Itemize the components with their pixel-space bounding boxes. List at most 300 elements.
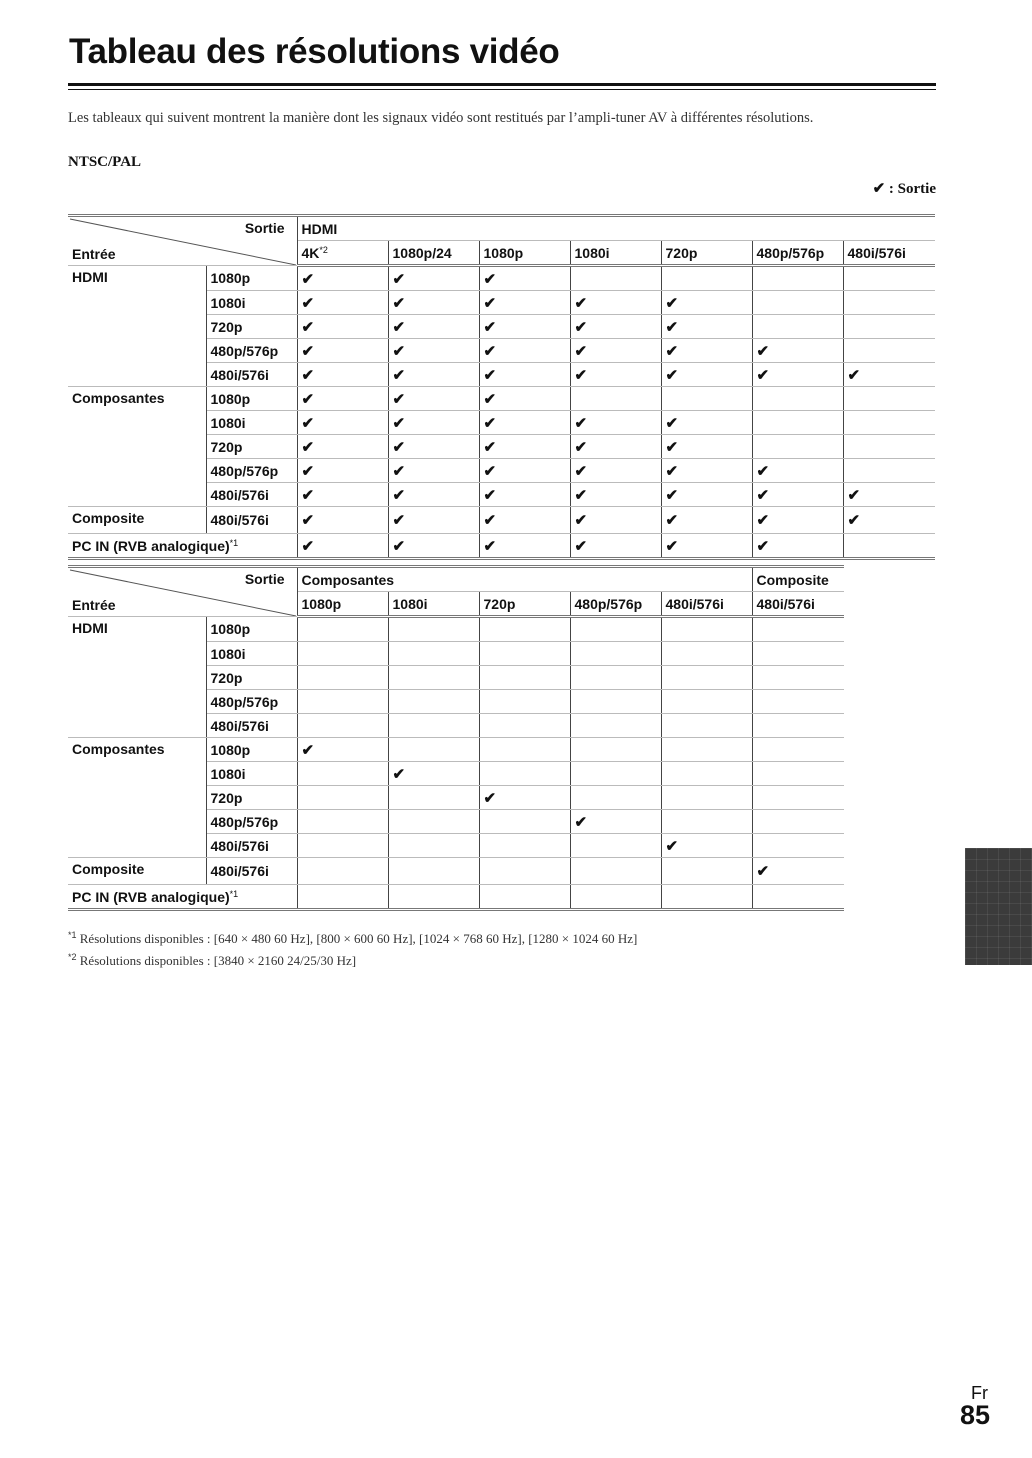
output-cell xyxy=(752,786,844,810)
corner-header xyxy=(68,567,297,617)
output-cell xyxy=(479,642,570,666)
input-resolution: 720p xyxy=(206,786,297,810)
column-header xyxy=(752,592,844,617)
check-icon: ✔ xyxy=(574,366,588,384)
footnote-2 xyxy=(68,948,637,970)
output-cell xyxy=(479,411,570,435)
output-cell xyxy=(388,507,479,534)
output-cell xyxy=(479,738,570,762)
output-cell xyxy=(570,266,661,291)
output-cell xyxy=(479,291,570,315)
check-icon: ✔ xyxy=(847,366,861,384)
output-cell xyxy=(479,762,570,786)
check-icon: ✔ xyxy=(392,390,406,408)
output-cell xyxy=(479,435,570,459)
output-cell xyxy=(388,786,479,810)
check-icon: ✔ xyxy=(665,537,679,555)
output-cell xyxy=(570,810,661,834)
check-icon: ✔ xyxy=(665,318,679,336)
input-resolution: 1080i xyxy=(206,291,297,315)
column-header xyxy=(570,241,661,266)
check-icon: ✔ xyxy=(574,414,588,432)
column-header xyxy=(843,241,935,266)
output-cell xyxy=(661,810,752,834)
output-cell xyxy=(388,738,479,762)
check-icon: ✔ xyxy=(392,512,406,529)
output-cell xyxy=(297,690,388,714)
output-cell xyxy=(752,666,844,690)
input-resolution: 720p xyxy=(206,315,297,339)
column-label: 1080p/24 xyxy=(392,244,452,261)
output-cell xyxy=(388,762,479,786)
output-cell xyxy=(661,339,752,363)
input-resolution: 480p/576p xyxy=(206,690,297,714)
column-label: 480p/576p xyxy=(756,244,825,261)
input-resolution: 1080p xyxy=(206,266,297,291)
input-group: HDMI xyxy=(68,266,206,387)
input-resolution: 720p xyxy=(206,666,297,690)
check-icon: ✔ xyxy=(301,741,315,759)
check-icon: ✔ xyxy=(665,837,679,855)
output-cell xyxy=(570,834,661,858)
check-icon: ✔ xyxy=(756,366,770,384)
output-cell xyxy=(297,507,388,534)
output-cell xyxy=(843,411,935,435)
check-icon: ✔ xyxy=(392,486,406,504)
output-cell xyxy=(752,810,844,834)
output-cell xyxy=(479,786,570,810)
output-cell xyxy=(661,459,752,483)
check-icon: ✔ xyxy=(392,765,406,783)
column-label: 720p xyxy=(483,595,516,612)
input-label-text: PC IN (RVB analogique) xyxy=(72,888,230,905)
title-rule xyxy=(68,83,936,86)
output-cell xyxy=(297,810,388,834)
legend xyxy=(873,179,936,198)
output-cell xyxy=(479,483,570,507)
output-cell xyxy=(570,315,661,339)
check-icon: ✔ xyxy=(665,438,679,456)
output-cell xyxy=(297,315,388,339)
output-cell xyxy=(297,435,388,459)
legend-text: : Sortie xyxy=(888,181,936,197)
output-cell xyxy=(752,642,844,666)
output-cell xyxy=(752,858,844,885)
input-resolution: 480p/576p xyxy=(206,810,297,834)
check-icon: ✔ xyxy=(574,486,588,504)
output-cell xyxy=(297,738,388,762)
check-icon: ✔ xyxy=(756,486,770,504)
output-cell xyxy=(479,714,570,738)
output-cell xyxy=(570,617,661,642)
output-cell xyxy=(661,507,752,534)
check-icon: ✔ xyxy=(301,512,315,529)
check-icon: ✔ xyxy=(301,318,315,336)
intro-paragraph: Les tableaux qui suivent montrent la manière dont les signaux vidéo sont restitués par l’ampli-tuner AV à différentes résolutions. xyxy=(68,110,814,126)
corner-entree-label: Entrée xyxy=(72,246,116,262)
check-icon: ✔ xyxy=(301,366,315,384)
input-resolution: 1080i xyxy=(206,642,297,666)
table-row xyxy=(68,534,935,559)
column-label: 4K xyxy=(301,244,320,261)
output-cell xyxy=(570,690,661,714)
table-row xyxy=(68,858,844,885)
output-cell xyxy=(752,435,843,459)
column-header xyxy=(661,241,752,266)
column-label: 1080i xyxy=(392,595,428,612)
output-cell xyxy=(297,714,388,738)
output-cell xyxy=(843,387,935,411)
output-cell xyxy=(388,714,479,738)
column-label: 480i/576i xyxy=(847,244,906,261)
footnote-text: Résolutions disponibles : [3840 × 2160 24/25/30 Hz] xyxy=(79,953,357,968)
output-cell xyxy=(752,339,843,363)
output-cell xyxy=(661,435,752,459)
output-cell xyxy=(297,642,388,666)
check-icon: ✔ xyxy=(392,294,406,312)
check-icon: ✔ xyxy=(301,486,315,504)
input-resolution: 480p/576p xyxy=(206,339,297,363)
output-cell xyxy=(752,483,843,507)
output-cell xyxy=(297,885,388,910)
output-cell xyxy=(843,291,935,315)
table-row xyxy=(68,617,844,642)
output-cell xyxy=(843,507,935,534)
check-icon: ✔ xyxy=(392,366,406,384)
output-cell xyxy=(388,291,479,315)
output-cell xyxy=(297,291,388,315)
input-resolution: 480i/576i xyxy=(206,507,297,534)
output-cell xyxy=(479,315,570,339)
check-icon: ✔ xyxy=(756,863,770,880)
check-icon: ✔ xyxy=(301,270,315,288)
input-resolution: 480i/576i xyxy=(206,714,297,738)
output-cell xyxy=(570,387,661,411)
output-cell xyxy=(479,266,570,291)
column-label: 720p xyxy=(665,244,698,261)
check-icon: ✔ xyxy=(665,366,679,384)
table-row xyxy=(68,266,935,291)
output-cell xyxy=(388,363,479,387)
corner-header xyxy=(68,216,297,266)
check-icon: ✔ xyxy=(392,270,406,288)
check-icon: ✔ xyxy=(665,294,679,312)
resolution-table-hdmi-output xyxy=(68,214,935,560)
output-cell xyxy=(479,387,570,411)
output-cell xyxy=(388,642,479,666)
output-cell xyxy=(752,762,844,786)
output-cell xyxy=(297,534,388,559)
check-icon: ✔ xyxy=(847,486,861,504)
output-cell xyxy=(479,534,570,559)
output-cell xyxy=(661,714,752,738)
column-header xyxy=(570,592,661,617)
output-cell xyxy=(570,786,661,810)
output-cell xyxy=(388,339,479,363)
output-cell xyxy=(752,266,843,291)
output-cell xyxy=(752,738,844,762)
check-icon: ✔ xyxy=(392,318,406,336)
check-icon: ✔ xyxy=(665,462,679,480)
check-icon: ✔ xyxy=(483,537,497,555)
check-icon: ✔ xyxy=(392,537,406,555)
column-header xyxy=(297,241,388,266)
output-cell xyxy=(843,363,935,387)
column-label: 480i/576i xyxy=(665,595,724,612)
check-icon: ✔ xyxy=(574,462,588,480)
output-cell xyxy=(297,666,388,690)
output-cell xyxy=(479,885,570,910)
check-icon: ✔ xyxy=(574,438,588,456)
column-header xyxy=(388,592,479,617)
input-resolution: 480i/576i xyxy=(206,834,297,858)
input-resolution: 1080i xyxy=(206,411,297,435)
check-icon: ✔ xyxy=(483,486,497,504)
input-label xyxy=(68,885,297,910)
input-resolution: 1080i xyxy=(206,762,297,786)
input-label-text: PC IN (RVB analogique) xyxy=(72,537,230,554)
check-icon: ✔ xyxy=(301,342,315,360)
output-cell xyxy=(661,363,752,387)
check-icon: ✔ xyxy=(483,270,497,288)
output-cell xyxy=(388,483,479,507)
check-icon: ✔ xyxy=(574,294,588,312)
output-cell xyxy=(388,885,479,910)
check-icon: ✔ xyxy=(756,462,770,480)
output-cell xyxy=(479,507,570,534)
output-cell xyxy=(570,363,661,387)
output-cell xyxy=(479,617,570,642)
input-resolution: 1080p xyxy=(206,387,297,411)
output-cell xyxy=(570,291,661,315)
check-icon: ✔ xyxy=(301,390,315,408)
output-cell xyxy=(479,858,570,885)
output-cell xyxy=(661,738,752,762)
input-resolution: 480i/576i xyxy=(206,483,297,507)
corner-sortie-label: Sortie xyxy=(244,571,285,587)
output-cell xyxy=(570,411,661,435)
table-row xyxy=(68,885,844,910)
output-cell xyxy=(297,387,388,411)
output-cell xyxy=(297,858,388,885)
footnote-text: Résolutions disponibles : [640 × 480 60 Hz], [800 × 600 60 Hz], [1024 × 768 60 Hz], [1280 × 1024 60 Hz] xyxy=(79,931,638,946)
check-icon: ✔ xyxy=(574,318,588,336)
output-cell xyxy=(479,459,570,483)
check-icon: ✔ xyxy=(872,181,886,197)
check-icon: ✔ xyxy=(483,318,497,336)
check-icon: ✔ xyxy=(483,342,497,360)
output-cell xyxy=(752,714,844,738)
output-cell xyxy=(388,810,479,834)
footnote-1 xyxy=(68,926,637,948)
output-cell xyxy=(843,315,935,339)
column-label: 1080i xyxy=(574,244,610,261)
check-icon: ✔ xyxy=(574,813,588,831)
output-cell xyxy=(570,459,661,483)
output-cell xyxy=(570,666,661,690)
output-cell xyxy=(479,690,570,714)
page-title: Tableau des résolutions vidéo xyxy=(69,32,560,71)
input-resolution: 1080p xyxy=(206,617,297,642)
output-cell xyxy=(570,534,661,559)
output-group-hdmi: HDMI xyxy=(297,216,935,241)
check-icon: ✔ xyxy=(483,462,497,480)
output-cell xyxy=(661,642,752,666)
check-icon: ✔ xyxy=(847,512,861,529)
column-header xyxy=(479,592,570,617)
output-cell xyxy=(297,617,388,642)
input-label-note: *1 xyxy=(229,888,239,899)
output-cell xyxy=(570,858,661,885)
check-icon: ✔ xyxy=(392,414,406,432)
output-cell xyxy=(297,339,388,363)
output-cell xyxy=(661,315,752,339)
check-icon: ✔ xyxy=(483,512,497,529)
output-cell xyxy=(843,459,935,483)
output-cell xyxy=(752,315,843,339)
output-cell xyxy=(388,666,479,690)
input-group: Composantes xyxy=(68,738,206,858)
corner-entree-label: Entrée xyxy=(72,597,116,613)
check-icon: ✔ xyxy=(301,414,315,432)
output-cell xyxy=(388,617,479,642)
column-label: 1080p xyxy=(301,595,342,612)
output-cell xyxy=(843,266,935,291)
corner-sortie-label: Sortie xyxy=(244,220,285,236)
output-cell xyxy=(752,291,843,315)
output-cell xyxy=(570,339,661,363)
output-cell xyxy=(752,534,843,559)
check-icon: ✔ xyxy=(301,462,315,480)
input-resolution: 480p/576p xyxy=(206,459,297,483)
section-heading: NTSC/PAL xyxy=(68,154,142,170)
check-icon: ✔ xyxy=(483,366,497,384)
check-icon: ✔ xyxy=(756,512,770,529)
output-cell xyxy=(661,666,752,690)
check-icon: ✔ xyxy=(483,789,497,807)
output-cell xyxy=(843,435,935,459)
output-cell xyxy=(570,714,661,738)
check-icon: ✔ xyxy=(392,438,406,456)
output-cell xyxy=(570,507,661,534)
output-cell xyxy=(388,315,479,339)
output-cell xyxy=(752,387,843,411)
output-cell xyxy=(752,617,844,642)
column-header xyxy=(752,241,843,266)
column-header xyxy=(297,592,388,617)
output-cell xyxy=(388,534,479,559)
output-group: Composite xyxy=(752,567,844,592)
check-icon: ✔ xyxy=(665,414,679,432)
check-icon: ✔ xyxy=(392,342,406,360)
output-cell xyxy=(661,885,752,910)
output-cell xyxy=(661,786,752,810)
column-label: 480i/576i xyxy=(756,595,815,612)
table-row xyxy=(68,738,844,762)
title-rule-thin xyxy=(68,89,936,90)
page-number: 85 xyxy=(959,1400,990,1430)
output-cell xyxy=(479,363,570,387)
output-cell xyxy=(752,885,844,910)
output-group: Composantes xyxy=(297,567,752,592)
output-cell xyxy=(843,483,935,507)
check-icon: ✔ xyxy=(483,390,497,408)
footnote-mark: *1 xyxy=(68,930,77,940)
output-cell xyxy=(661,411,752,435)
input-resolution: 480i/576i xyxy=(206,858,297,885)
output-cell xyxy=(661,266,752,291)
output-cell xyxy=(388,459,479,483)
output-cell xyxy=(297,363,388,387)
output-cell xyxy=(570,435,661,459)
check-icon: ✔ xyxy=(301,438,315,456)
resolution-table-analog-output xyxy=(68,565,844,911)
output-cell xyxy=(843,534,935,559)
output-cell xyxy=(388,858,479,885)
output-cell xyxy=(479,810,570,834)
output-cell xyxy=(752,363,843,387)
output-cell xyxy=(661,387,752,411)
input-group: Composite xyxy=(68,858,206,885)
output-cell xyxy=(297,411,388,435)
input-resolution: 1080p xyxy=(206,738,297,762)
output-cell xyxy=(752,834,844,858)
input-label xyxy=(68,534,297,559)
output-cell xyxy=(388,387,479,411)
language-label: Fr xyxy=(971,1383,988,1403)
column-header xyxy=(479,241,570,266)
check-icon: ✔ xyxy=(756,342,770,360)
output-cell xyxy=(479,666,570,690)
check-icon: ✔ xyxy=(574,342,588,360)
check-icon: ✔ xyxy=(483,414,497,432)
output-cell xyxy=(661,483,752,507)
output-cell xyxy=(661,762,752,786)
check-icon: ✔ xyxy=(756,537,770,555)
check-icon: ✔ xyxy=(665,512,679,529)
output-cell xyxy=(388,834,479,858)
output-cell xyxy=(661,690,752,714)
output-cell xyxy=(388,266,479,291)
check-icon: ✔ xyxy=(392,462,406,480)
check-icon: ✔ xyxy=(301,294,315,312)
output-cell xyxy=(661,834,752,858)
check-icon: ✔ xyxy=(483,294,497,312)
output-cell xyxy=(297,459,388,483)
input-group: Composite xyxy=(68,507,206,534)
check-icon: ✔ xyxy=(574,537,588,555)
output-cell xyxy=(570,885,661,910)
check-icon: ✔ xyxy=(665,342,679,360)
check-icon: ✔ xyxy=(574,512,588,529)
output-cell xyxy=(479,339,570,363)
table-row xyxy=(68,387,935,411)
column-note: *2 xyxy=(319,244,328,255)
output-cell xyxy=(570,483,661,507)
output-cell xyxy=(479,834,570,858)
column-label: 480p/576p xyxy=(574,595,643,612)
output-cell xyxy=(752,459,843,483)
output-cell xyxy=(752,507,843,534)
chapter-tab xyxy=(965,848,1032,965)
output-cell xyxy=(752,690,844,714)
input-group: Composantes xyxy=(68,387,206,507)
output-cell xyxy=(661,617,752,642)
output-cell xyxy=(388,435,479,459)
footnote-mark: *2 xyxy=(68,952,77,962)
output-cell xyxy=(297,786,388,810)
check-icon: ✔ xyxy=(483,438,497,456)
